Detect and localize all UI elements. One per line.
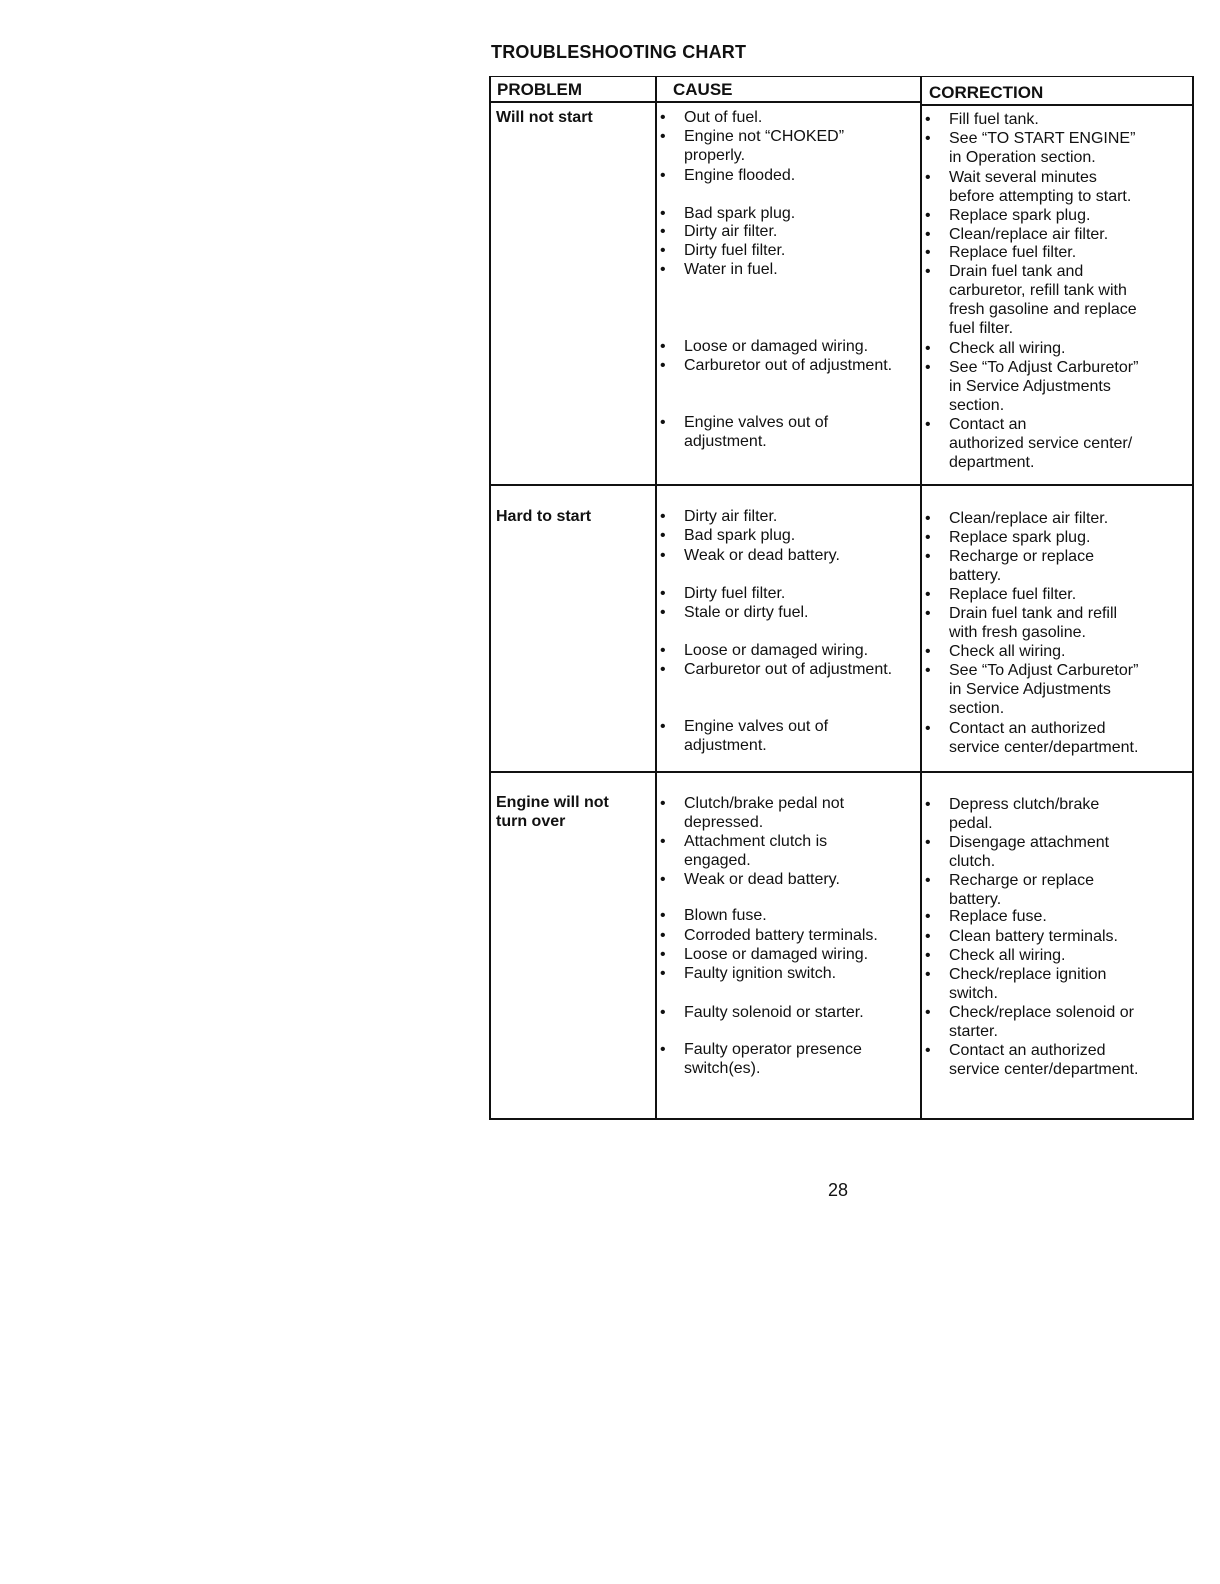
bullet-icon: • (660, 508, 666, 525)
header-cause: CAUSE (673, 80, 733, 99)
header-correction: CORRECTION (929, 83, 1044, 102)
bullet-icon: • (660, 242, 666, 259)
bullet-icon: • (660, 907, 666, 924)
cause-item-text: Faulty ignition switch. (684, 965, 837, 982)
correction-item-text: See “TO START ENGINE” in Operation section. (949, 130, 1136, 166)
bullet-icon: • (660, 261, 666, 278)
bullet-icon: • (925, 908, 931, 925)
bullet-icon: • (925, 1042, 931, 1059)
cause-item-text: Weak or dead battery. (684, 871, 840, 888)
cause-item-text: Weak or dead battery. (684, 547, 840, 564)
bullet-icon: • (660, 109, 666, 126)
bullet-icon: • (660, 223, 666, 240)
correction-item-text: Contact an authorized service center/department. (949, 1042, 1139, 1078)
bullet-icon: • (660, 946, 666, 963)
bullet-icon: • (925, 966, 931, 983)
bullet-icon: • (660, 357, 666, 374)
correction-item-text: See “To Adjust Carburetor” in Service Adjustments section. (949, 359, 1139, 414)
bullet-icon: • (660, 833, 666, 850)
bullet-icon: • (925, 720, 931, 737)
correction-item-text: Disengage attachment clutch. (949, 834, 1110, 870)
correction-item-text: See “To Adjust Carburetor” in Service Adjustments section. (949, 662, 1139, 717)
correction-item-text: Replace spark plug. (949, 207, 1091, 224)
column-divider (655, 77, 657, 1118)
cause-item-text: Dirty air filter. (684, 223, 778, 240)
page-title: TROUBLESHOOTING CHART (491, 42, 747, 62)
cause-item-text: Faulty operator presence switch(es). (684, 1041, 862, 1077)
bullet-icon: • (660, 527, 666, 544)
bullet-icon: • (660, 167, 666, 184)
cause-item-text: Dirty fuel filter. (684, 242, 786, 259)
header-divider (657, 101, 920, 103)
correction-item-text: Check/replace solenoid or starter. (949, 1004, 1134, 1040)
correction-item-text: Clean battery terminals. (949, 928, 1118, 945)
bullet-icon: • (660, 604, 666, 621)
bullet-icon: • (925, 226, 931, 243)
bullet-icon: • (925, 130, 931, 147)
cause-item-text: Bad spark plug. (684, 205, 796, 222)
bullet-icon: • (925, 872, 931, 889)
bullet-icon: • (660, 338, 666, 355)
page-number: 28 (828, 1180, 849, 1200)
cause-item-text: Blown fuse. (684, 907, 767, 924)
correction-item-text: Check all wiring. (949, 643, 1066, 660)
correction-item-text: Recharge or replace battery. (949, 548, 1094, 584)
correction-item-text: Depress clutch/brake pedal. (949, 796, 1100, 832)
bullet-icon: • (660, 927, 666, 944)
correction-item-text: Contact an authorized service center/ department. (949, 416, 1133, 471)
cause-item-text: Attachment clutch is engaged. (684, 833, 828, 869)
correction-item-text: Replace fuse. (949, 908, 1047, 925)
bullet-icon: • (660, 661, 666, 678)
column-divider (920, 77, 922, 1118)
header-divider (922, 104, 1192, 106)
problem-label: Hard to start (496, 508, 592, 525)
correction-item-text: Recharge or replace battery. (949, 872, 1094, 908)
cause-item-text: Bad spark plug. (684, 527, 796, 544)
bullet-icon: • (660, 965, 666, 982)
correction-item-text: Fill fuel tank. (949, 111, 1039, 128)
correction-item-text: Check/replace ignition switch. (949, 966, 1107, 1002)
section-divider (491, 771, 1192, 773)
bullet-icon: • (925, 510, 931, 527)
bullet-icon: • (660, 205, 666, 222)
correction-item-text: Replace fuel filter. (949, 244, 1077, 261)
correction-item-text: Wait several minutes before attempting to start. (949, 169, 1132, 205)
cause-item-text: Engine valves out of adjustment. (684, 718, 829, 754)
bullet-icon: • (660, 1004, 666, 1021)
correction-item-text: Replace spark plug. (949, 529, 1091, 546)
cause-item-text: Loose or damaged wiring. (684, 946, 869, 963)
bullet-icon: • (660, 642, 666, 659)
bullet-icon: • (660, 795, 666, 812)
bullet-icon: • (925, 111, 931, 128)
bullet-icon: • (925, 263, 931, 280)
cause-item-text: Clutch/brake pedal not depressed. (684, 795, 845, 831)
bullet-icon: • (925, 605, 931, 622)
cause-item-text: Engine not “CHOKED” properly. (684, 128, 845, 164)
cause-item-text: Loose or damaged wiring. (684, 338, 869, 355)
cause-item-text: Faulty solenoid or starter. (684, 1004, 864, 1021)
cause-item-text: Engine flooded. (684, 167, 796, 184)
header-divider (491, 101, 655, 103)
correction-item-text: Clean/replace air filter. (949, 226, 1109, 243)
bullet-icon: • (660, 1041, 666, 1058)
bullet-icon: • (925, 586, 931, 603)
bullet-icon: • (925, 947, 931, 964)
cause-item-text: Carburetor out of adjustment. (684, 357, 893, 374)
bullet-icon: • (925, 169, 931, 186)
header-problem: PROBLEM (497, 80, 582, 99)
bullet-icon: • (925, 643, 931, 660)
bullet-icon: • (660, 871, 666, 888)
bullet-icon: • (925, 548, 931, 565)
section-divider (491, 484, 1192, 486)
bullet-icon: • (925, 244, 931, 261)
cause-item-text: Carburetor out of adjustment. (684, 661, 893, 678)
cause-item-text: Stale or dirty fuel. (684, 604, 809, 621)
cause-item-text: Out of fuel. (684, 109, 763, 126)
correction-item-text: Drain fuel tank and refill with fresh gasoline. (949, 605, 1118, 641)
correction-item-text: Clean/replace air filter. (949, 510, 1109, 527)
correction-item-text: Check all wiring. (949, 947, 1066, 964)
bullet-icon: • (925, 359, 931, 376)
bullet-icon: • (925, 796, 931, 813)
cause-item-text: Loose or damaged wiring. (684, 642, 869, 659)
bullet-icon: • (660, 718, 666, 735)
bullet-icon: • (925, 662, 931, 679)
bullet-icon: • (660, 128, 666, 145)
cause-item-text: Dirty fuel filter. (684, 585, 786, 602)
cause-item-text: Water in fuel. (684, 261, 778, 278)
bullet-icon: • (925, 928, 931, 945)
bullet-icon: • (925, 207, 931, 224)
bullet-icon: • (925, 834, 931, 851)
cause-item-text: Dirty air filter. (684, 508, 778, 525)
cause-item-text: Corroded battery terminals. (684, 927, 878, 944)
problem-label: Engine will not turn over (496, 794, 609, 830)
bullet-icon: • (660, 414, 666, 431)
correction-item-text: Contact an authorized service center/department. (949, 720, 1139, 756)
correction-item-text: Drain fuel tank and carburetor, refill tank with fresh gasoline and replace fuel filter. (949, 263, 1137, 337)
bullet-icon: • (660, 585, 666, 602)
bullet-icon: • (925, 1004, 931, 1021)
bullet-icon: • (925, 529, 931, 546)
problem-label: Will not start (496, 109, 593, 126)
bullet-icon: • (660, 547, 666, 564)
correction-item-text: Check all wiring. (949, 340, 1066, 357)
correction-item-text: Replace fuel filter. (949, 586, 1077, 603)
bullet-icon: • (925, 340, 931, 357)
bullet-icon: • (925, 416, 931, 433)
cause-item-text: Engine valves out of adjustment. (684, 414, 829, 450)
